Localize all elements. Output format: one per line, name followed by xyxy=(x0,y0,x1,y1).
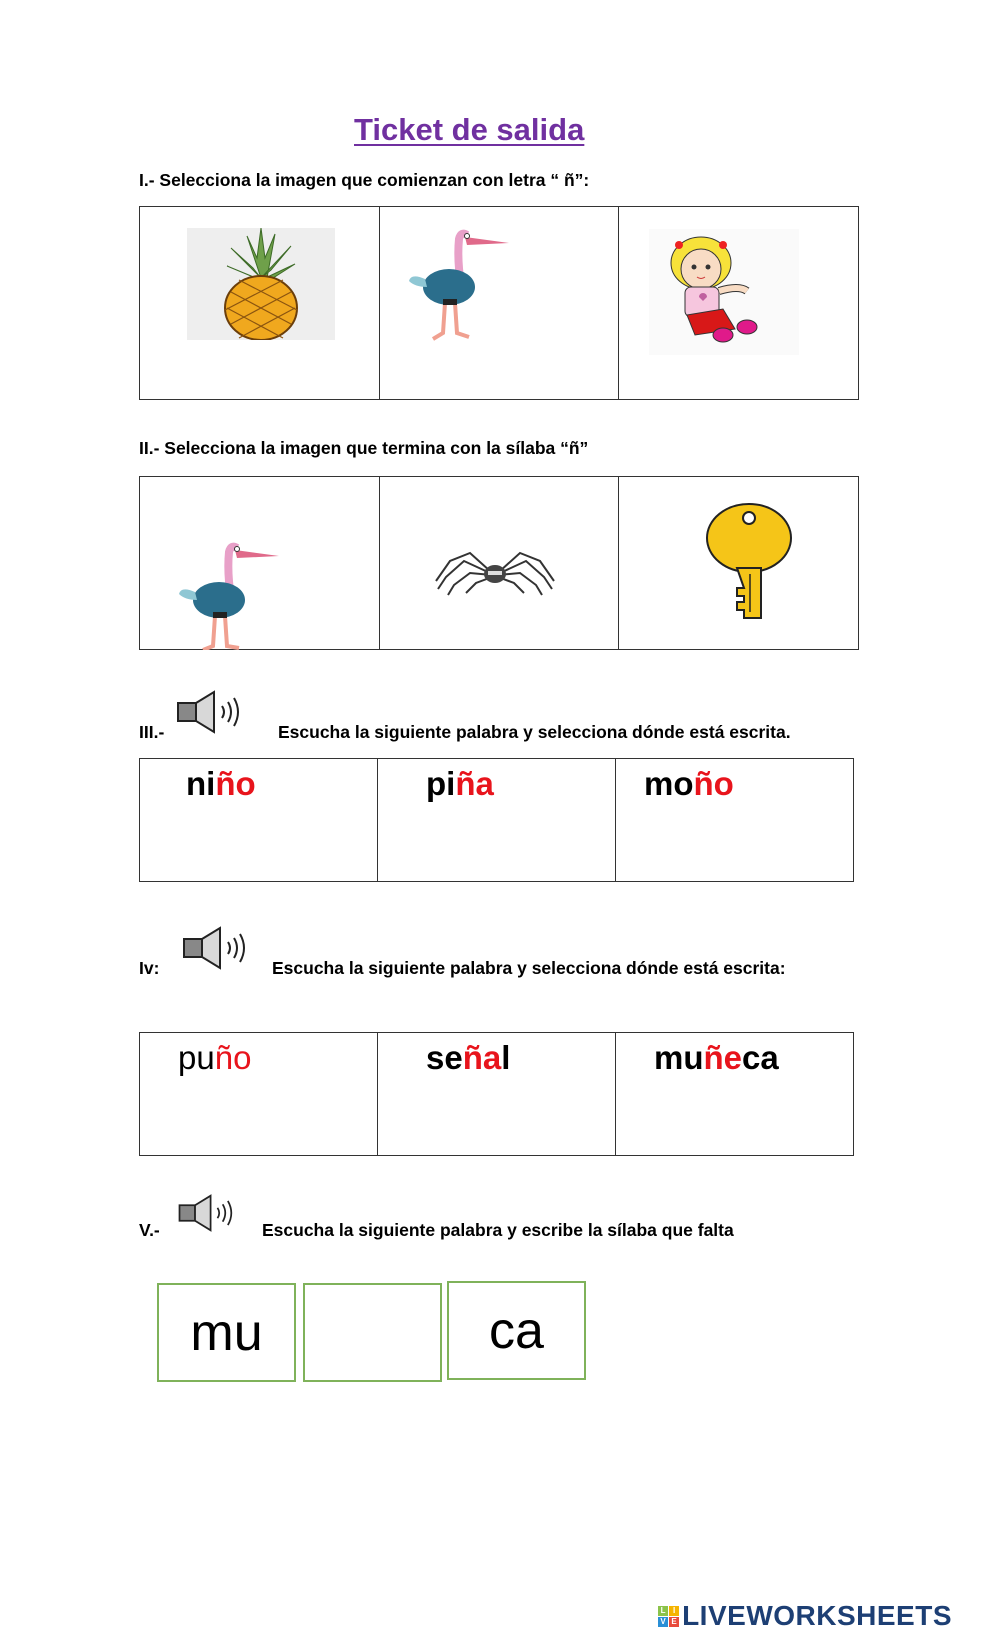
section-1-options xyxy=(139,206,859,400)
syllable-box-1 xyxy=(157,1283,296,1382)
speaker-icon[interactable] xyxy=(176,1194,240,1232)
missing-syllable-input-box[interactable] xyxy=(303,1283,442,1382)
word-option-mono[interactable] xyxy=(616,759,853,881)
speaker-icon[interactable] xyxy=(182,926,252,970)
ostrich-image xyxy=(175,542,285,650)
pineapple-image xyxy=(187,228,335,340)
section-5-instruction: Escucha la siguiente palabra y escribe la sílaba que falta xyxy=(262,1220,734,1240)
section-5-number: V.- xyxy=(139,1220,160,1240)
section-4-number: Iv: xyxy=(139,958,160,978)
syllable-text: mu xyxy=(190,1303,263,1362)
logo-mark-icon xyxy=(658,1606,679,1627)
speaker-icon[interactable] xyxy=(176,690,246,734)
word-label: puño xyxy=(178,1039,252,1076)
option-ostrich[interactable] xyxy=(380,207,620,399)
section-4-instruction: Escucha la siguiente palabra y selecciona dónde está escrita: xyxy=(272,958,786,978)
section-1-label: I.- Selecciona la imagen que comienzan con letra “ ñ”: xyxy=(139,170,590,190)
word-option-senal[interactable] xyxy=(378,1033,616,1155)
word-option-puno[interactable] xyxy=(140,1033,378,1155)
section-3-number: III.- xyxy=(139,722,165,742)
section-2-label: II.- Selecciona la imagen que termina con la sílaba “ñ” xyxy=(139,438,589,458)
word-label: muñeca xyxy=(654,1039,779,1076)
word-option-nino[interactable] xyxy=(140,759,378,881)
key-image xyxy=(704,502,794,620)
ostrich-image xyxy=(405,229,515,341)
word-label: moño xyxy=(644,765,734,802)
syllable-text: ca xyxy=(489,1301,544,1360)
word-label: señal xyxy=(426,1039,511,1076)
syllable-box-3 xyxy=(447,1281,586,1380)
logo-letter: V xyxy=(658,1617,668,1627)
option-doll[interactable] xyxy=(619,207,858,399)
section-3-options xyxy=(139,758,854,882)
logo-letter: I xyxy=(669,1606,679,1616)
section-2-options xyxy=(139,476,859,650)
option-spider[interactable] xyxy=(380,477,620,649)
doll-image xyxy=(649,229,799,355)
logo-letter: L xyxy=(658,1606,668,1616)
word-option-pina[interactable] xyxy=(378,759,616,881)
section-4-options xyxy=(139,1032,854,1156)
missing-syllable-input[interactable] xyxy=(305,1285,440,1380)
word-option-muneca[interactable] xyxy=(616,1033,853,1155)
word-label: niño xyxy=(186,765,256,802)
option-key[interactable] xyxy=(619,477,858,649)
section-3-instruction: Escucha la siguiente palabra y selecciona dónde está escrita. xyxy=(278,722,791,742)
logo-letter: E xyxy=(669,1617,679,1627)
option-ostrich[interactable] xyxy=(140,477,380,649)
liveworksheets-logo xyxy=(658,1600,952,1632)
option-pineapple[interactable] xyxy=(140,207,380,399)
spider-image xyxy=(430,547,560,597)
page-title: Ticket de salida xyxy=(354,112,585,147)
word-label: piña xyxy=(426,765,494,802)
brand-name: LIVEWORKSHEETS xyxy=(682,1600,952,1631)
